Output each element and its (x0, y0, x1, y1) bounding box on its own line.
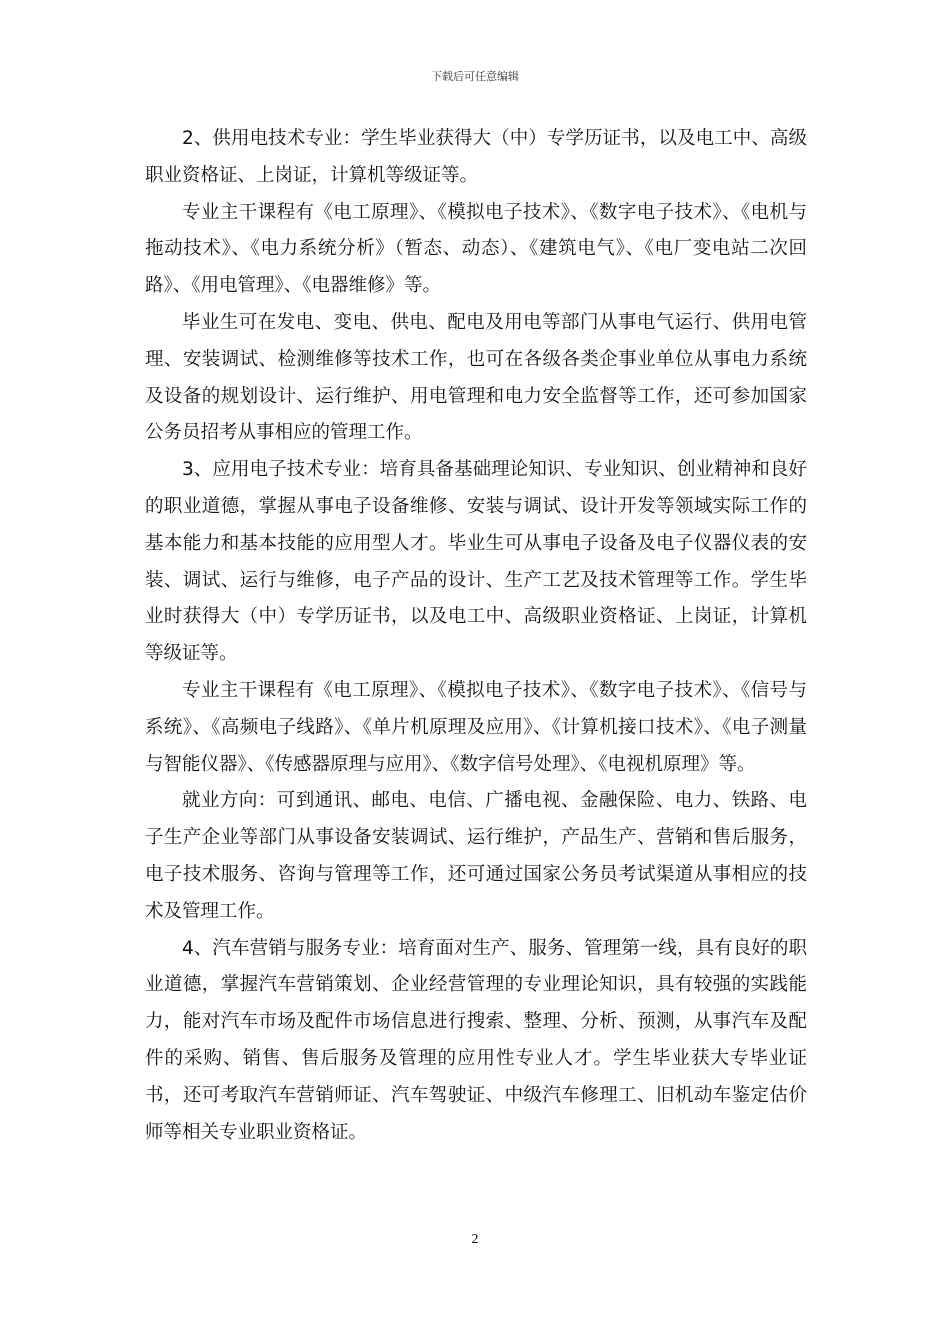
page-number: 2 (471, 1232, 479, 1247)
paragraph: 就业方向：可到通讯、邮电、电信、广播电视、金融保险、电力、铁路、电子生产企业等部门从事设备安装调试、运行维护，产品生产、营销和售后服务，电子技术服务、咨询与管理等工作，还可通过国家公务员考试渠道从事相应的技术及管理工作。 (145, 790, 807, 922)
paragraph: 专业主干课程有《电工原理》、《模拟电子技术》、《数字电子技术》、《信号与系统》、《高频电子线路》、《单片机原理及应用》、《计算机接口技术》、《电子测量与智能仪器》、《传感器原理与应用》、《数字信号处理》、《电视机原理》等。 (145, 679, 807, 775)
paragraph: 2、供用电技术专业：学生毕业获得大（中）专学历证书，以及电工中、高级职业资格证、上岗证，计算机等级证等。 (145, 128, 807, 186)
paragraph: 专业主干课程有《电工原理》、《模拟电子技术》、《数字电子技术》、《电机与拖动技术》、《电力系统分析》（暂态、动态）、《建筑电气》、《电厂变电站二次回路》、《用电管理》、《电器维修》等。 (145, 201, 807, 297)
paragraph: 3、应用电子技术专业：培育具备基础理论知识、专业知识、创业精神和良好的职业道德，掌握从事电子设备维修、安装与调试、设计开发等领域实际工作的基本能力和基本技能的应用型人才。毕业生可从事电子设备及电子仪器仪表的安装、调试、运行与维修，电子产品的设计、生产工艺及技术管理等工作。学生毕业时获得大（中）专学历证书，以及电工中、高级职业资格证、上岗证，计算机等级证等。 (145, 459, 807, 665)
paragraph: 4、汽车营销与服务专业：培育面对生产、服务、管理第一线，具有良好的职业道德，掌握汽车营销策划、企业经营管理的专业理论知识，具有较强的实践能力，能对汽车市场及配件市场信息进行搜索、整理、分析、预测，从事汽车及配件的采购、销售、售后服务及管理的应用性专业人才。学生毕业获大专毕业证书，还可考取汽车营销师证、汽车驾驶证、中级汽车修理工、旧机动车鉴定估价师等相关专业职业资格证。 (145, 937, 807, 1143)
paragraph: 毕业生可在发电、变电、供电、配电及用电等部门从事电气运行、供用电管理、安装调试、检测维修等技术工作，也可在各级各类企事业单位从事电力系统及设备的规划设计、运行维护、用电管理和电力安全监督等工作，还可参加国家公务员招考从事相应的管理工作。 (145, 311, 807, 444)
body-text (145, 121, 807, 1151)
page-header: 下载后可任意编辑 (431, 70, 519, 83)
